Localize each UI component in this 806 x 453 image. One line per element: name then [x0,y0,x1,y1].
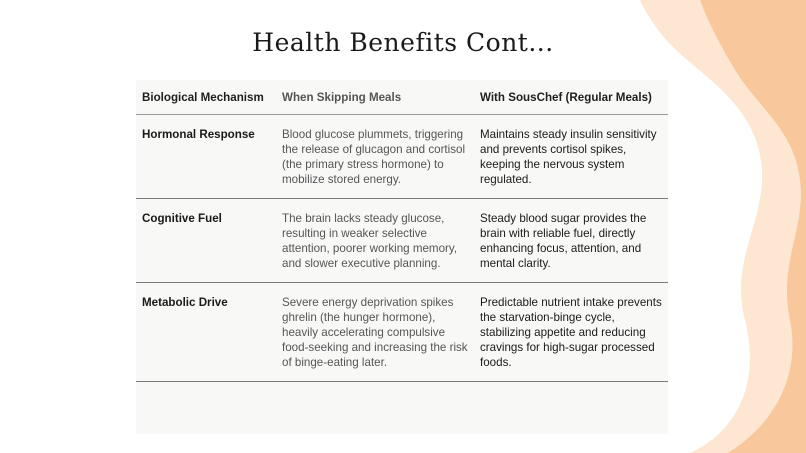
header-with-souschef: With SousChef (Regular Meals) [474,80,668,115]
table-header-row [136,80,668,115]
table-row [136,199,668,283]
souschef-cell: Steady blood sugar provides the brain with reliable fuel, directly enhancing focus, attention, and mental clarity. [474,199,668,283]
skipping-cell: The brain lacks steady glucose, resulting in weaker selective attention, poorer working memory, and slower executive planning. [276,199,474,283]
souschef-cell: Predictable nutrient intake prevents the starvation-binge cycle, stabilizing appetite and reducing cravings for high-sugar processed foods. [474,283,668,382]
table-row [136,115,668,199]
mechanism-cell: Metabolic Drive [136,283,276,382]
header-when-skipping-meals: When Skipping Meals [276,80,474,115]
skipping-cell: Blood glucose plummets, triggering the release of glucagon and cortisol (the primary stress hormone) to mobilize stored energy. [276,115,474,199]
header-biological-mechanism: Biological Mechanism [136,80,276,115]
table-row [136,283,668,382]
souschef-cell: Maintains steady insulin sensitivity and prevents cortisol spikes, keeping the nervous system regulated. [474,115,668,199]
skipping-cell: Severe energy deprivation spikes ghrelin (the hunger hormone), heavily accelerating compulsive food-seeking and increasing the risk of binge-eating later. [276,283,474,382]
benefits-table-card [136,80,668,434]
mechanism-cell: Hormonal Response [136,115,276,199]
benefits-table [136,80,668,382]
slide-title: Health Benefits Cont... [252,28,554,57]
mechanism-cell: Cognitive Fuel [136,199,276,283]
